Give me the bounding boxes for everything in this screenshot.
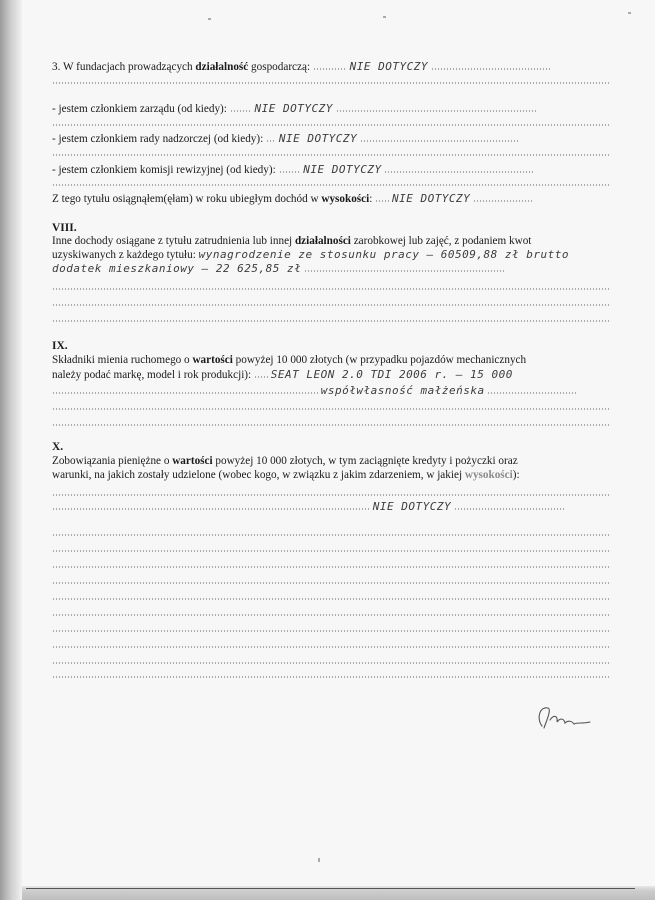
ix-line3-answer: współwłasność małżeńska [320,384,485,397]
x-bold: wartości [172,455,213,467]
leader-dots [473,200,533,202]
leader-dots [431,68,551,70]
zarzad-label: - jestem członkiem zarządu (od kiedy): [52,103,227,115]
section-x-answer-line [52,500,611,514]
leader-dots [336,110,536,112]
komisja-line [52,163,611,177]
viii-line2-label: uzyskiwanych z każdego tytułu: [52,249,196,261]
dotted-line [52,550,611,552]
ix-text-b: powyżej 10 000 złotych (w przypadku pojazdów mechanicznych [232,354,527,366]
komisja-label: - jestem członkiem komisji rewizyjnej (od kiedy): [52,164,276,176]
rada-answer: NIE DOTYCZY [278,132,358,145]
leader-dots [52,392,318,394]
item3-line [52,60,611,74]
ix-line2-answer: SEAT LEON 2.0 TDI 2006 r. – 15 000 [270,368,513,381]
scan-speck [318,858,320,862]
dotted-line [52,662,611,664]
scan-speck [208,18,211,20]
rada-label: - jestem członkiem rady nadzorczej (od kiedy): [52,133,264,145]
section-x-line1 [52,455,611,468]
x-line2-bold: wysokości [464,469,513,481]
item3-bold: działalność [195,61,249,73]
leader-dots [454,508,564,510]
section-viii-line2 [52,248,611,262]
section-x-heading: X. [52,441,64,453]
scan-left-edge [0,0,22,900]
dotted-line [52,154,611,156]
dotted-line [52,630,611,632]
leader-dots [313,68,347,70]
leader-dots [360,140,520,142]
dochod-answer: NIE DOTYCZY [391,192,471,205]
scan-speck [383,16,386,18]
dotted-line [52,566,611,568]
dochod-colon: : [369,193,373,205]
rada-line [52,132,611,146]
scan-bottom-line [26,888,635,889]
item3-answer: NIE DOTYCZY [349,60,429,73]
dotted-line [52,320,611,322]
dotted-line [52,614,611,616]
leader-dots [254,376,268,378]
zarzad-line [52,102,611,116]
item3-label: 3. W fundacjach prowadzących [52,61,196,73]
leader-dots [384,171,534,173]
item3-rest: gospodarczą: [248,61,311,73]
x-line2-a: warunki, na jakich zostały udzielone (wobec kogo, w związku z jakim zdarzeniem, w jakiej [52,469,465,481]
section-ix-line3 [52,384,611,398]
viii-line3-answer: dodatek mieszkaniowy – 22 625,85 zł [52,262,302,275]
leader-dots [266,140,276,142]
leader-dots [375,200,389,202]
section-viii-heading: VIII. [52,222,77,234]
dochod-line [52,192,611,206]
leader-dots [304,270,504,272]
dotted-line [52,82,611,84]
viii-bold: działalności [294,235,351,247]
leader-dots [279,171,301,173]
dotted-line [52,494,611,496]
dotted-line [52,598,611,600]
signature-icon [532,700,602,734]
dotted-line [52,424,611,426]
dotted-line [52,646,611,648]
dotted-line [52,582,611,584]
viii-text-a: Inne dochody osiągane z tytułu zatrudnienia lub innej [52,235,295,247]
x-text-a: Zobowiązania pieniężne o [52,455,173,467]
leader-dots [52,508,370,510]
ix-line2-label: należy podać markę, model i rok produkcji): [52,369,252,381]
x-text-b: powyżej 10 000 złotych, w tym zaciągnięte kredyty i pożyczki oraz [212,455,518,467]
dotted-line [52,534,611,536]
dotted-line [52,408,611,410]
dochod-label: Z tego tytułu osiągnąłem(ęłam) w roku ubiegłym dochód w [52,193,322,205]
dochod-bold: wysokości [321,193,370,205]
dotted-line [52,124,611,126]
dotted-line [52,288,611,290]
section-viii-line1 [52,235,611,248]
section-ix-line2 [52,368,611,382]
section-ix-line1 [52,354,611,367]
komisja-answer: NIE DOTYCZY [303,163,382,176]
dotted-line [52,676,611,678]
scan-speck [628,12,631,14]
dotted-line [52,184,611,186]
leader-dots [230,110,252,112]
x-line2-b: ): [512,469,520,481]
section-viii-line3 [52,262,611,276]
x-answer: NIE DOTYCZY [372,500,452,513]
dotted-line [52,304,611,306]
viii-text-b: zarobkowej lub zajęć, z podaniem kwot [350,235,532,247]
ix-bold: wartości [192,354,233,366]
ix-text-a: Składniki mienia ruchomego o [52,354,193,366]
zarzad-answer: NIE DOTYCZY [254,102,333,115]
viii-line2-answer: wynagrodzenie ze stosunku pracy – 60509,88 zł brutto [198,248,570,261]
leader-dots [487,392,577,394]
section-ix-heading: IX. [52,340,68,352]
section-x-line2 [52,469,611,482]
